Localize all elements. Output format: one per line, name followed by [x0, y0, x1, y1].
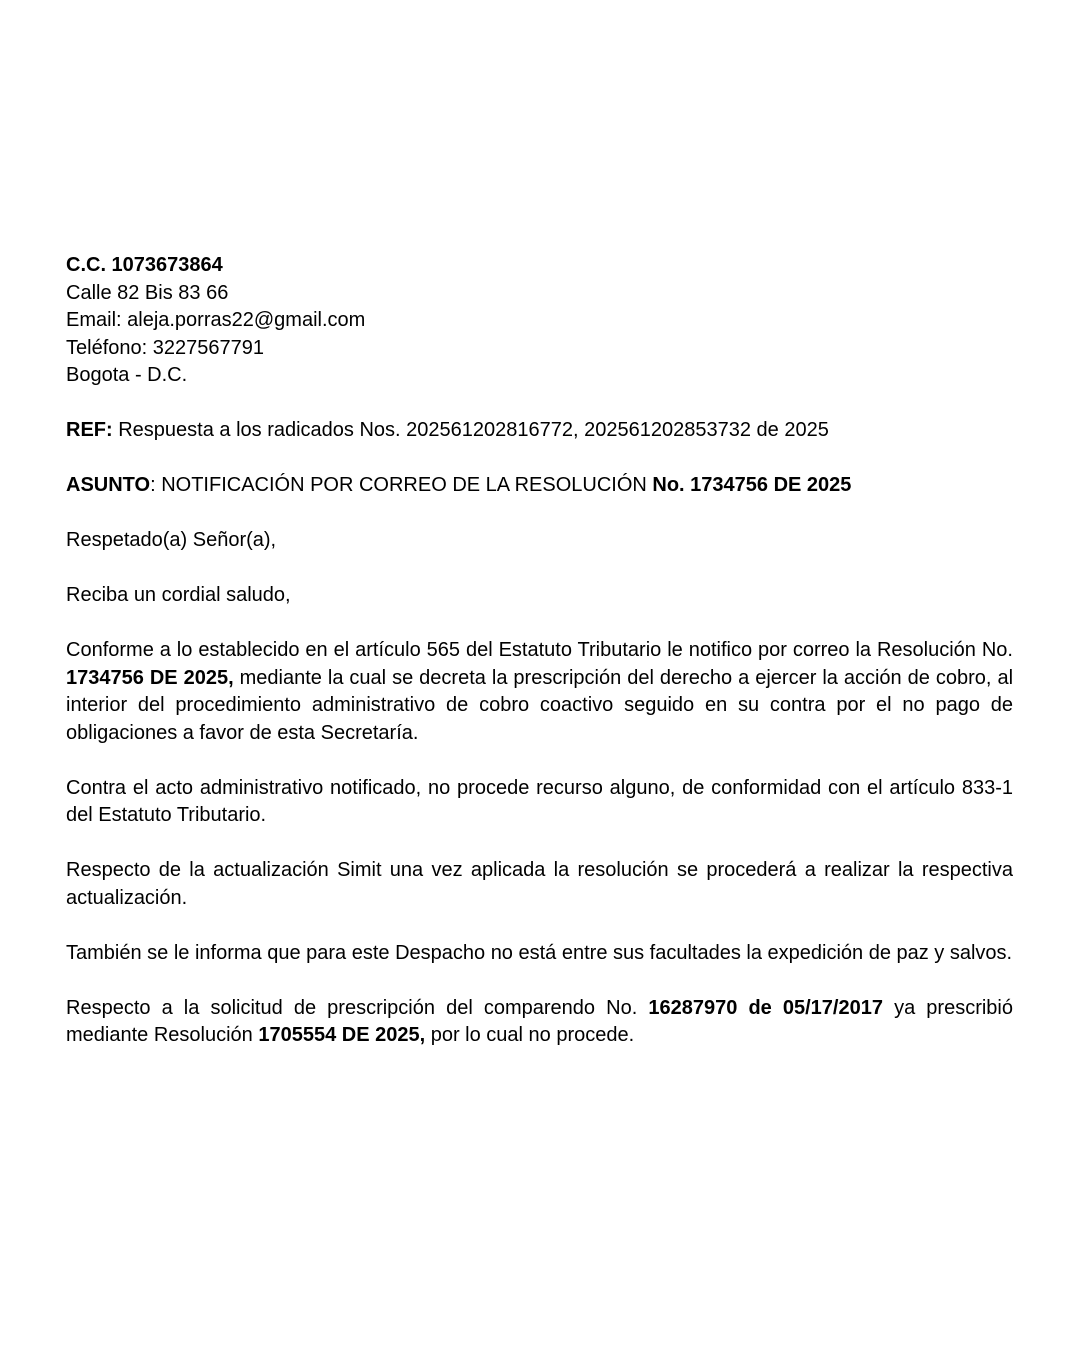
body-paragraph	[66, 775, 1013, 830]
recipient-block	[66, 252, 1013, 390]
bold-text-run: 1734756 DE 2025,	[66, 666, 234, 689]
recipient-id-line: C.C. 1073673864	[66, 254, 223, 276]
subject-line	[66, 472, 1013, 500]
text-run: : NOTIFICACIÓN POR CORREO DE LA RESOLUCIÓN	[150, 474, 653, 496]
recipient-city-line: Bogota - D.C.	[66, 364, 188, 386]
bold-text-run: 1705554 DE 2025,	[258, 1024, 426, 1046]
body-paragraph	[66, 637, 1013, 747]
greeting-line: Reciba un cordial saludo,	[66, 584, 291, 606]
text-run: por lo cual no procede.	[425, 1024, 635, 1046]
text-run: También se le informa que para este Despacho no está entre sus facultades la expedición de paz y salvos.	[66, 941, 1013, 964]
text-run: Respecto a la solicitud de prescripción del comparendo No.	[66, 996, 649, 1019]
text-run: mediante la cual se decreta la prescripción del derecho a ejercer la acción de cobro, al interior del procedimiento administrativo de cobro coactivo seguido en su contra por el no pago de obligaciones a favor de esta Secretaría.	[66, 666, 1014, 744]
bold-text-run: 16287970 de 05/17/2017	[648, 996, 883, 1019]
text-run: Respecto de la actualización Simit una vez aplicada la resolución se procederá a realizar la respectiva actualización.	[66, 859, 1013, 909]
body-paragraph	[66, 857, 1013, 912]
text-run: Respuesta a los radicados Nos. 202561202816772, 202561202853732 de 2025	[112, 419, 829, 441]
bold-text-run: ASUNTO	[66, 474, 151, 496]
reference-line	[66, 417, 1013, 445]
recipient-address-line: Calle 82 Bis 83 66	[66, 281, 229, 304]
bold-text-run: No. 1734756 DE 2025	[652, 474, 852, 496]
body-paragraph	[66, 940, 1013, 968]
recipient-phone-line: Teléfono: 3227567791	[66, 336, 264, 359]
body-paragraph	[66, 995, 1013, 1050]
text-run: Contra el acto administrativo notificado, no procede recurso alguno, de conformidad con el artículo 833-1 del Estatuto Tributario.	[66, 776, 1013, 826]
recipient-email-line: Email: aleja.porras22@gmail.com	[66, 309, 366, 331]
bold-text-run: REF:	[66, 419, 113, 441]
body-paragraphs	[66, 637, 1013, 1050]
text-run: ya prescribió mediante Resolución	[66, 996, 1013, 1046]
text-run: Conforme a lo establecido en el artículo 565 del Estatuto Tributario le notifico por correo la Resolución No.	[66, 639, 1013, 661]
salutation-line: Respetado(a) Señor(a),	[66, 529, 277, 551]
